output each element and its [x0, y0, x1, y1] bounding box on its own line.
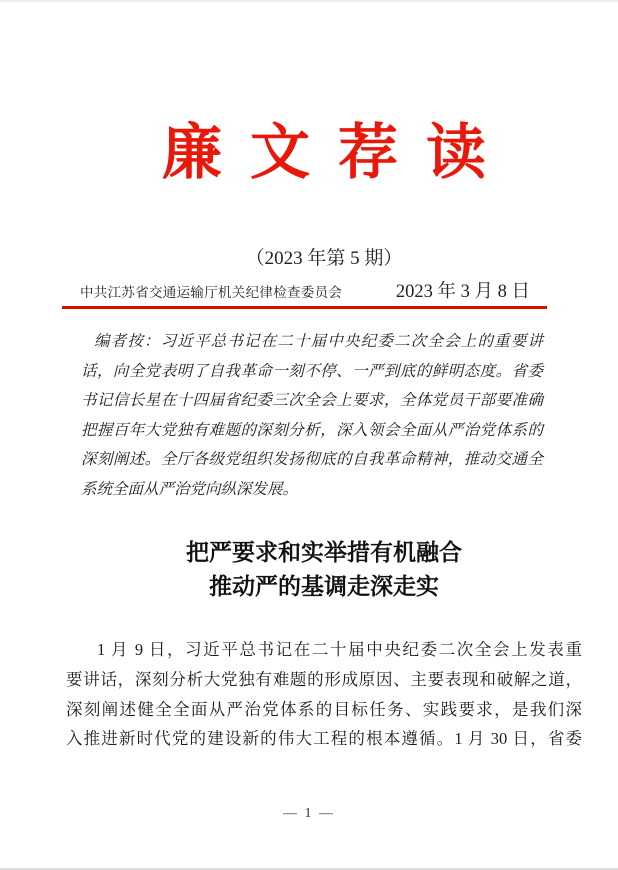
page-number: — 1 —	[283, 806, 335, 821]
organization-name: 中共江苏省交通运输厅机关纪律检查委员会	[80, 285, 343, 300]
editor-note-paragraph	[81, 327, 543, 504]
text-line: 要讲话，深刻分析大党独有难题的形成原因、主要表现和破解之道，	[66, 669, 582, 689]
text-line: 1 月 9 日，习近平总书记在二十届中央纪委二次全会上发表重	[97, 640, 582, 659]
text-line: 把握百年大党独有难题的深刻分析，深入领会全面从严治党体系的	[81, 421, 543, 439]
issue-label: （2023 年第 5 期）	[245, 248, 403, 269]
text-line: 话，向全党表明了自我革命一刻不停、一严到底的鲜明态度。省委	[81, 362, 543, 380]
text-line: 把严要求和实举措有机融合	[186, 540, 462, 565]
masthead-row	[80, 277, 530, 303]
text-line: 编者按：习近平总书记在二十届中央纪委二次全会上的重要讲	[94, 333, 543, 350]
text-line: 深刻阐述健全全面从严治党体系的目标任务、实践要求，是我们深	[66, 699, 582, 719]
red-divider-rule	[62, 306, 547, 309]
text-line: 推动严的基调走深走实	[209, 574, 439, 599]
article-body-paragraph	[66, 635, 582, 754]
text-line: 系统全面从严治党向纵深发展。	[81, 480, 299, 498]
text-line: 入推进新时代党的建设新的伟大工程的根本遵循。1 月 30 日，省委	[66, 729, 582, 749]
publication-date: 2023 年 3 月 8 日	[395, 282, 530, 302]
text-line: 书记信长星在十四届省纪委三次全会上要求，全体党员干部要准确	[81, 392, 543, 409]
page-title: 廉文荐读	[162, 120, 514, 186]
article-heading	[66, 536, 582, 604]
text-line: 深刻阐述。全厅各级党组织发扬彻底的自我革命精神，推动交通全	[81, 451, 543, 468]
